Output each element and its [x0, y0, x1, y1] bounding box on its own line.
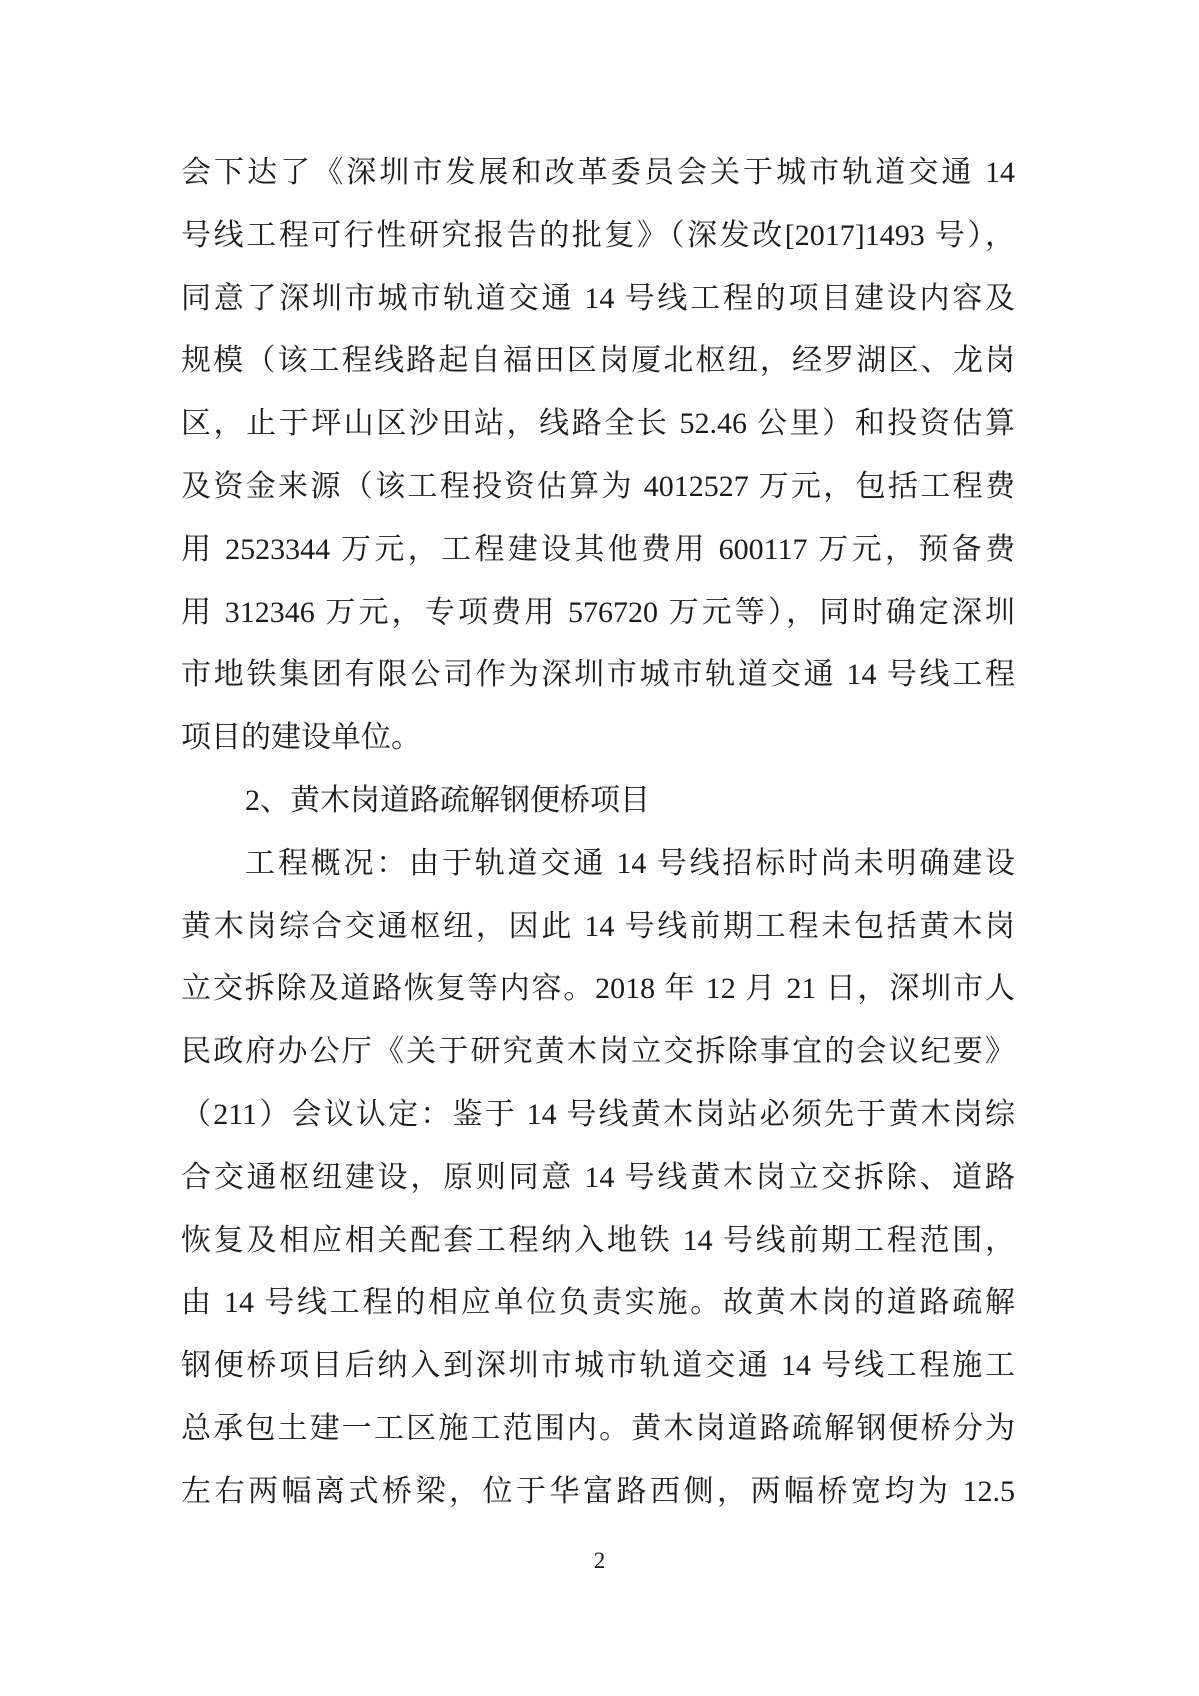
text-line: 工程概况：由于轨道交通 14 号线招标时尚未明确建设	[245, 846, 1015, 880]
text-line: 总承包土建一工区施工范围内。黄木岗道路疏解钢便桥分为	[181, 1411, 1015, 1445]
text-line: 民政府办公厅《关于研究黄木岗立交拆除事宜的会议纪要》	[181, 1035, 1015, 1069]
text-line: 规模（该工程线路起自福田区岗厦北枢纽，经罗湖区、龙岗	[181, 344, 1015, 378]
document-body	[181, 142, 1015, 1524]
text-line: 同意了深圳市城市轨道交通 14 号线工程的项目建设内容及	[181, 281, 1015, 315]
section-heading: 2、黄木岗道路疏解钢便桥项目	[245, 783, 650, 817]
text-line: 黄木岗综合交通枢纽，因此 14 号线前期工程未包括黄木岗	[181, 909, 1015, 943]
text-line: 用 2523344 万元，工程建设其他费用 600117 万元，预备费	[181, 532, 1015, 566]
text-line: 区，止于坪山区沙田站，线路全长 52.46 公里）和投资估算	[181, 407, 1015, 441]
text-line: 用 312346 万元，专项费用 576720 万元等），同时确定深圳	[181, 595, 1015, 629]
text-line: 项目的建设单位。	[181, 721, 421, 755]
text-line: 合交通枢纽建设，原则同意 14 号线黄木岗立交拆除、道路	[181, 1160, 1015, 1194]
text-line: 由 14 号线工程的相应单位负责实施。故黄木岗的道路疏解	[181, 1286, 1015, 1320]
text-line: 号线工程可行性研究报告的批复》（深发改[2017]1493 号），	[181, 218, 1015, 252]
text-line: 立交拆除及道路恢复等内容。2018 年 12 月 21 日，深圳市人	[181, 972, 1015, 1006]
page-number: 2	[593, 1548, 606, 1573]
text-line: 会下达了《深圳市发展和改革委员会关于城市轨道交通 14	[181, 156, 1015, 189]
text-line: （211）会议认定：鉴于 14 号线黄木岗站必须先于黄木岗综	[181, 1097, 1015, 1131]
text-line: 市地铁集团有限公司作为深圳市城市轨道交通 14 号线工程	[181, 658, 1015, 692]
text-line: 及资金来源（该工程投资估算为 4012527 万元，包括工程费	[181, 469, 1015, 503]
text-line: 钢便桥项目后纳入到深圳市城市轨道交通 14 号线工程施工	[181, 1349, 1015, 1383]
text-line: 恢复及相应相关配套工程纳入地铁 14 号线前期工程范围，	[181, 1223, 1015, 1257]
text-line: 左右两幅离式桥梁，位于华富路西侧，两幅桥宽均为 12.5	[181, 1474, 1015, 1508]
